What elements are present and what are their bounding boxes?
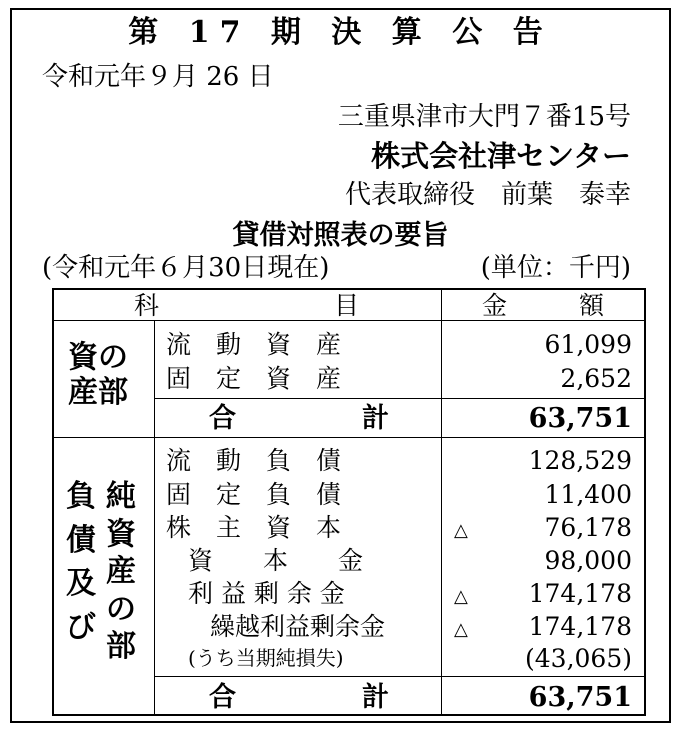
assets-total-label-b: 計 <box>362 403 389 434</box>
liab-label-char: 負 <box>66 479 96 514</box>
liab-label-char: 産 <box>106 554 136 590</box>
liab-row-label: 株 主 資 本 <box>166 513 342 542</box>
asset-row-label: 固 定 資 産 <box>166 364 342 393</box>
company-name: 株式会社津センター <box>371 139 631 173</box>
col-amount-a: 金 <box>482 291 508 320</box>
liab-label-char: 資 <box>106 516 136 552</box>
liab-row-amount: 128,529 <box>528 446 632 475</box>
label-divider <box>154 320 155 714</box>
assets-label-line1: 資の <box>68 340 128 375</box>
assets-total-amount: 63,751 <box>528 403 632 434</box>
representative: 代表取締役 前葉 泰幸 <box>344 180 631 210</box>
asset-row-amount: 2,652 <box>560 364 632 393</box>
liab-label-char: の <box>106 591 136 627</box>
liab-label-char: 及 <box>66 566 96 602</box>
assets-total-line <box>154 398 644 399</box>
negative-sign: △ <box>454 586 468 607</box>
balance-sheet-table <box>52 288 646 716</box>
liab-row-amount: 174,178 <box>528 612 632 641</box>
balance-sheet-title: 貸借対照表の要旨 <box>232 220 449 251</box>
liab-row-amount: 174,178 <box>528 579 632 608</box>
assets-total-label-a: 合 <box>209 403 236 434</box>
negative-sign: △ <box>454 619 468 640</box>
liab-row-label: (うち当期純損失) <box>188 646 344 670</box>
col-amount-b: 額 <box>579 291 605 320</box>
section-divider <box>54 437 644 438</box>
company-address: 三重県津市大門７番15号 <box>337 102 631 132</box>
liab-row-label: 固 定 負 債 <box>166 480 342 509</box>
asset-row-amount: 61,099 <box>544 330 632 359</box>
notice-date: 令和元年９月 26 日 <box>42 62 274 92</box>
col-subject-b: 目 <box>334 291 360 320</box>
liab-label-char: 債 <box>66 522 96 558</box>
liab-row-amount: (43,065) <box>525 644 632 673</box>
liab-label-col2 <box>104 480 138 664</box>
liab-label-col1 <box>64 480 98 644</box>
unit-label: (単位：千円) <box>480 253 631 283</box>
liab-label-char: び <box>66 609 96 645</box>
liab-total-amount: 63,751 <box>528 682 632 713</box>
as-of-date: (令和元年６月30日現在) <box>42 253 330 283</box>
col-subject-a: 科 <box>134 291 160 320</box>
liab-row-amount: 11,400 <box>544 480 632 509</box>
notice-title: 第 17 期 決 算 公 告 <box>128 15 553 50</box>
negative-sign: △ <box>454 520 468 541</box>
liab-total-label-a: 合 <box>209 682 236 713</box>
liab-label-char: 純 <box>106 479 136 514</box>
header-divider <box>54 320 644 321</box>
public-notice <box>10 8 671 723</box>
liab-row-label: 利 益 剰 余 金 <box>188 579 345 608</box>
amount-divider <box>441 290 442 714</box>
liab-total-line <box>154 676 644 677</box>
asset-row-label: 流 動 資 産 <box>166 330 342 359</box>
liab-row-amount: 98,000 <box>544 546 632 575</box>
liab-label-char: 部 <box>106 629 136 665</box>
liab-row-label: 繰越利益剰余金 <box>210 612 386 641</box>
liab-row-amount: 76,178 <box>544 513 632 542</box>
assets-label-line2: 産部 <box>68 375 128 410</box>
liab-row-label: 流 動 負 債 <box>166 446 342 475</box>
liab-total-label-b: 計 <box>362 682 389 713</box>
liab-row-label: 資 本 金 <box>188 546 364 575</box>
